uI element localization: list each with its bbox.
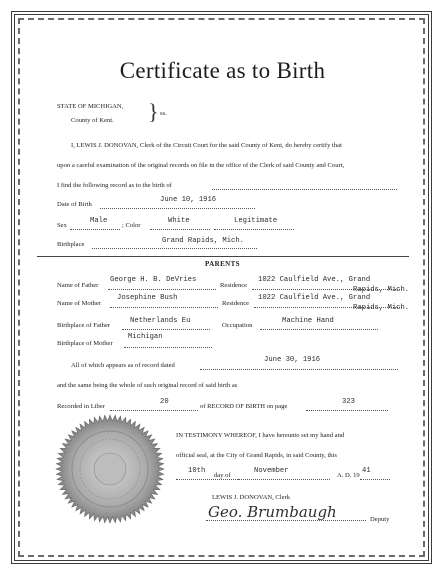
birthplace-mother-label: Birthplace of Mother bbox=[57, 340, 113, 347]
whole-record-text: and the same being the whole of such original record of said birth as bbox=[57, 382, 238, 389]
deputy-signature: Geo. Brumbaugh bbox=[208, 503, 337, 521]
child-name-line bbox=[212, 189, 397, 190]
certify-text-3: I find the following record as to the birth of bbox=[57, 182, 172, 189]
testimony-line-2: official seal, at the City of Grand Rapids, in said County, this bbox=[176, 452, 337, 459]
brace: } bbox=[148, 99, 159, 124]
official-seal bbox=[55, 414, 165, 524]
section-divider bbox=[37, 256, 409, 257]
father-residence-2: Rapids, Mich. bbox=[353, 286, 410, 294]
father-value: George H. B. DeVries bbox=[110, 276, 197, 284]
mother-label: Name of Mother bbox=[57, 300, 101, 307]
recorded-in-liber-label: Recorded in Liber bbox=[57, 403, 105, 410]
father-label: Name of Father bbox=[57, 282, 99, 289]
clerk-name: LEWIS J. DONOVAN, Clerk bbox=[212, 494, 291, 501]
occupation-line bbox=[260, 329, 378, 330]
father-line bbox=[108, 289, 216, 290]
sex-value: Male bbox=[90, 217, 108, 225]
birthplace-father-line bbox=[122, 329, 210, 330]
record-of-birth-label: of RECORD OF BIRTH on page bbox=[200, 403, 288, 410]
year-value: 41 bbox=[362, 467, 371, 475]
color-value: White bbox=[168, 217, 190, 225]
father-residence-1: 1022 Caulfield Ave., Grand bbox=[258, 276, 371, 284]
date-of-birth-label: Date of Birth bbox=[57, 201, 92, 208]
appears-text: All of which appears as of record dated bbox=[71, 362, 175, 369]
color-label: ; Color bbox=[122, 222, 141, 229]
certify-text-1: I, LEWIS J. DONOVAN, Clerk of the Circuit Court for the said County of Kent, do hereby certify that bbox=[71, 142, 342, 149]
certify-text-2: upon a careful examination of the original records on file in the office of the Clerk of said County and Court, bbox=[57, 162, 345, 169]
birthplace-label: Birthplace bbox=[57, 241, 85, 248]
legitimacy-value: Legitimate bbox=[234, 217, 278, 225]
father-residence-label: Residence bbox=[220, 282, 248, 289]
mother-value: Josephine Bush bbox=[117, 294, 178, 302]
day-of-label: day of bbox=[214, 472, 231, 479]
page-value: 323 bbox=[342, 398, 355, 406]
birthplace-value: Grand Rapids, Mich. bbox=[162, 237, 244, 245]
date-of-birth-value: June 10, 1916 bbox=[160, 196, 217, 204]
occupation-label: Occupation bbox=[222, 322, 253, 329]
ad-label: A. D. 19 bbox=[337, 472, 360, 479]
testimony-line-1: IN TESTIMONY WHEREOF, I have hereunto set my hand and bbox=[176, 432, 345, 439]
record-dated-line bbox=[200, 369, 398, 370]
day-value: 10th bbox=[188, 467, 206, 475]
color-line bbox=[150, 229, 210, 230]
certificate-title: Certificate as to Birth bbox=[119, 58, 326, 83]
year-line bbox=[360, 479, 390, 480]
page-line bbox=[306, 410, 388, 411]
mother-residence-2: Rapids, Mich. bbox=[353, 304, 410, 312]
month-line bbox=[238, 479, 330, 480]
sex-line bbox=[70, 229, 120, 230]
ss-mark: ss. bbox=[160, 110, 167, 117]
record-dated-value: June 30, 1916 bbox=[264, 356, 321, 364]
liber-value: 20 bbox=[160, 398, 169, 406]
legitimacy-line bbox=[214, 229, 294, 230]
birthplace-father-label: Birthplace of Father bbox=[57, 322, 111, 329]
sex-label: Sex bbox=[57, 222, 67, 229]
birthplace-father-value: Netherlands Eu bbox=[130, 317, 191, 325]
birthplace-line bbox=[92, 248, 257, 249]
mother-line bbox=[110, 307, 218, 308]
deputy-label: Deputy bbox=[370, 516, 390, 523]
birthplace-mother-line bbox=[124, 347, 212, 348]
county-line: County of Kent. bbox=[71, 117, 114, 124]
state-line: STATE OF MICHIGAN, bbox=[57, 103, 124, 110]
occupation-value: Machine Hand bbox=[282, 317, 334, 325]
month-value: November bbox=[254, 467, 289, 475]
birthplace-mother-value: Michigan bbox=[128, 333, 163, 341]
liber-line bbox=[110, 410, 198, 411]
parents-heading: PARENTS bbox=[205, 260, 240, 268]
mother-residence-1: 1022 Caulfield Ave., Grand bbox=[258, 294, 371, 302]
date-of-birth-line bbox=[100, 208, 255, 209]
mother-residence-label: Residence bbox=[222, 300, 250, 307]
